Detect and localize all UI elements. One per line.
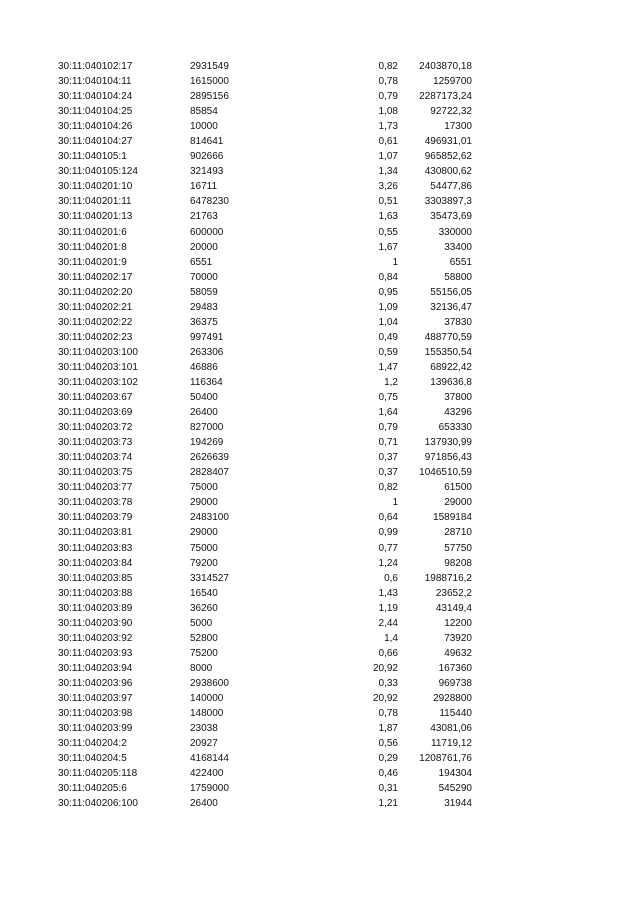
result-cell: 430800,62 xyxy=(424,166,472,178)
value-cell: 16540 xyxy=(190,587,218,599)
value-cell: 2483100 xyxy=(190,512,229,524)
result-cell: 1208761,76 xyxy=(419,753,472,765)
coefficient-cell: 0,61 xyxy=(378,136,398,148)
coefficient-cell: 0,49 xyxy=(378,331,398,343)
table-row xyxy=(0,420,640,435)
cadastral-number-cell: 30:11:040203:92 xyxy=(58,632,133,644)
cadastral-number-cell: 30:11:040203:100 xyxy=(58,346,138,358)
table-row xyxy=(0,315,640,330)
result-cell: 1988716,2 xyxy=(424,572,472,584)
table-row xyxy=(0,119,640,134)
value-cell: 75200 xyxy=(190,647,218,659)
cadastral-number-cell: 30:11:040203:93 xyxy=(58,647,133,659)
result-cell: 969738 xyxy=(438,677,472,689)
coefficient-cell: 1,64 xyxy=(378,407,398,419)
coefficient-cell: 0,64 xyxy=(378,512,398,524)
result-cell: 496931,01 xyxy=(424,136,472,148)
table-row xyxy=(0,164,640,179)
coefficient-cell: 1,07 xyxy=(378,151,398,163)
cadastral-number-cell: 30:11:040203:96 xyxy=(58,677,133,689)
result-cell: 1589184 xyxy=(433,512,472,524)
cadastral-number-cell: 30:11:040201:11 xyxy=(58,196,132,208)
result-cell: 2403870,18 xyxy=(419,61,472,72)
value-cell: 422400 xyxy=(190,768,224,780)
table-row xyxy=(0,104,640,119)
result-cell: 49632 xyxy=(444,647,472,659)
table-row xyxy=(0,556,640,571)
result-cell: 17300 xyxy=(444,121,472,133)
cadastral-number-cell: 30:11:040203:94 xyxy=(58,662,133,674)
coefficient-cell: 0,77 xyxy=(378,542,398,554)
coefficient-cell: 0,37 xyxy=(378,452,398,464)
value-cell: 26400 xyxy=(190,798,218,810)
value-cell: 2828407 xyxy=(190,467,229,479)
table-row xyxy=(0,571,640,586)
coefficient-cell: 0,6 xyxy=(384,572,398,584)
value-cell: 75000 xyxy=(190,542,218,554)
table-row xyxy=(0,450,640,465)
table-row xyxy=(0,495,640,510)
value-cell: 26400 xyxy=(190,407,218,419)
value-cell: 148000 xyxy=(190,708,224,720)
cadastral-number-cell: 30:11:040203:85 xyxy=(58,572,133,584)
value-cell: 29483 xyxy=(190,301,218,313)
table-row xyxy=(0,209,640,224)
coefficient-cell: 1,08 xyxy=(378,106,398,118)
result-cell: 28710 xyxy=(444,527,472,539)
value-cell: 70000 xyxy=(190,271,218,283)
table-row xyxy=(0,510,640,525)
value-cell: 827000 xyxy=(190,422,224,434)
table-row xyxy=(0,525,640,540)
result-cell: 55156,05 xyxy=(430,286,472,298)
value-cell: 2931549 xyxy=(190,61,229,72)
value-cell: 5000 xyxy=(190,617,213,629)
table-row xyxy=(0,179,640,194)
coefficient-cell: 0,66 xyxy=(378,647,398,659)
value-cell: 75000 xyxy=(190,482,218,494)
coefficient-cell: 0,31 xyxy=(378,783,398,795)
table-row xyxy=(0,375,640,390)
value-cell: 814641 xyxy=(190,136,224,148)
result-cell: 545290 xyxy=(438,783,472,795)
value-cell: 116364 xyxy=(190,376,223,388)
coefficient-cell: 0,33 xyxy=(378,677,398,689)
cadastral-number-cell: 30:11:040205:118 xyxy=(58,768,138,780)
coefficient-cell: 0,82 xyxy=(378,482,398,494)
table-row xyxy=(0,89,640,104)
cadastral-number-cell: 30:11:040104:27 xyxy=(58,136,133,148)
table-row xyxy=(0,796,640,811)
result-cell: 488770,59 xyxy=(424,331,472,343)
table-row xyxy=(0,616,640,631)
table-row xyxy=(0,435,640,450)
value-cell: 1759000 xyxy=(190,783,229,795)
table-row xyxy=(0,736,640,751)
value-cell: 1615000 xyxy=(190,76,229,88)
value-cell: 79200 xyxy=(190,557,218,569)
cadastral-number-cell: 30:11:040203:102 xyxy=(58,376,138,388)
coefficient-cell: 1,04 xyxy=(378,316,398,328)
value-cell: 321493 xyxy=(190,166,224,178)
coefficient-cell: 0,84 xyxy=(378,271,398,283)
value-cell: 6478230 xyxy=(190,196,229,208)
cadastral-number-cell: 30:11:040203:84 xyxy=(58,557,133,569)
cadastral-number-cell: 30:11:040203:79 xyxy=(58,512,133,524)
coefficient-cell: 0,56 xyxy=(378,738,398,750)
table-row xyxy=(0,751,640,766)
cadastral-number-cell: 30:11:040102:17 xyxy=(58,61,133,72)
table-row xyxy=(0,390,640,405)
table-row xyxy=(0,586,640,601)
result-cell: 653330 xyxy=(438,422,472,434)
value-cell: 20000 xyxy=(190,241,218,253)
result-cell: 23652,2 xyxy=(435,587,472,599)
table-row xyxy=(0,225,640,240)
cadastral-number-cell: 30:11:040201:9 xyxy=(58,256,127,268)
cadastral-number-cell: 30:11:040105:124 xyxy=(58,166,138,178)
result-cell: 1259700 xyxy=(433,76,472,88)
value-cell: 23038 xyxy=(190,723,218,735)
result-cell: 1046510,59 xyxy=(419,467,472,479)
coefficient-cell: 0,55 xyxy=(378,226,398,238)
table-row xyxy=(0,405,640,420)
table-row xyxy=(0,345,640,360)
table-row xyxy=(0,541,640,556)
value-cell: 997491 xyxy=(190,331,224,343)
result-cell: 58800 xyxy=(444,271,472,283)
table-row xyxy=(0,661,640,676)
coefficient-cell: 1,67 xyxy=(378,241,398,253)
table-row xyxy=(0,360,640,375)
spreadsheet-table xyxy=(0,59,640,811)
result-cell: 73920 xyxy=(444,632,472,644)
cadastral-number-cell: 30:11:040203:98 xyxy=(58,708,133,720)
cadastral-number-cell: 30:11:040202:23 xyxy=(58,331,133,343)
result-cell: 43149,4 xyxy=(435,602,472,614)
value-cell: 3314527 xyxy=(190,572,229,584)
table-row xyxy=(0,285,640,300)
value-cell: 4168144 xyxy=(190,753,229,765)
table-row xyxy=(0,781,640,796)
result-cell: 971856,43 xyxy=(424,452,472,464)
result-cell: 57750 xyxy=(444,542,472,554)
value-cell: 600000 xyxy=(190,226,224,238)
coefficient-cell: 20,92 xyxy=(372,692,398,704)
coefficient-cell: 0,79 xyxy=(378,422,398,434)
coefficient-cell: 1 xyxy=(392,497,398,509)
result-cell: 29000 xyxy=(444,497,472,509)
cadastral-number-cell: 30:11:040203:75 xyxy=(58,467,133,479)
result-cell: 330000 xyxy=(438,226,472,238)
value-cell: 52800 xyxy=(190,632,218,644)
coefficient-cell: 1,47 xyxy=(378,361,398,373)
cadastral-number-cell: 30:11:040203:69 xyxy=(58,407,133,419)
result-cell: 2287173,24 xyxy=(419,91,472,103)
coefficient-cell: 0,59 xyxy=(378,346,398,358)
value-cell: 36260 xyxy=(190,602,218,614)
result-cell: 32136,47 xyxy=(430,301,472,313)
result-cell: 37830 xyxy=(444,316,472,328)
table-row xyxy=(0,676,640,691)
table-row xyxy=(0,330,640,345)
value-cell: 2938600 xyxy=(190,677,229,689)
coefficient-cell: 1,09 xyxy=(378,301,398,313)
cadastral-number-cell: 30:11:040204:2 xyxy=(58,738,127,750)
value-cell: 6551 xyxy=(190,256,213,268)
coefficient-cell: 20,92 xyxy=(372,662,398,674)
cadastral-number-cell: 30:11:040203:73 xyxy=(58,437,133,449)
coefficient-cell: 0,46 xyxy=(378,768,398,780)
result-cell: 965852,62 xyxy=(424,151,472,163)
coefficient-cell: 0,51 xyxy=(378,196,398,208)
result-cell: 12200 xyxy=(444,617,472,629)
result-cell: 137930,99 xyxy=(424,437,472,449)
coefficient-cell: 1,2 xyxy=(384,376,398,388)
result-cell: 194304 xyxy=(438,768,472,780)
cadastral-number-cell: 30:11:040203:88 xyxy=(58,587,133,599)
coefficient-cell: 1,43 xyxy=(378,587,398,599)
value-cell: 21763 xyxy=(190,211,218,223)
table-row xyxy=(0,766,640,781)
coefficient-cell: 0,79 xyxy=(378,91,398,103)
value-cell: 2895156 xyxy=(190,91,229,103)
cadastral-number-cell: 30:11:040203:89 xyxy=(58,602,133,614)
result-cell: 115440 xyxy=(439,708,472,720)
coefficient-cell: 3,26 xyxy=(378,181,398,193)
coefficient-cell: 2,44 xyxy=(378,617,398,629)
result-cell: 139636,8 xyxy=(430,376,472,388)
table-row xyxy=(0,300,640,315)
value-cell: 46886 xyxy=(190,361,218,373)
table-row xyxy=(0,194,640,209)
coefficient-cell: 1,19 xyxy=(378,602,398,614)
cadastral-number-cell: 30:11:040201:10 xyxy=(58,181,133,193)
coefficient-cell: 1,63 xyxy=(378,211,398,223)
cadastral-number-cell: 30:11:040203:97 xyxy=(58,692,133,704)
result-cell: 37800 xyxy=(444,392,472,404)
coefficient-cell: 0,99 xyxy=(378,527,398,539)
table-row xyxy=(0,74,640,89)
value-cell: 29000 xyxy=(190,527,218,539)
cadastral-number-cell: 30:11:040203:77 xyxy=(58,482,133,494)
coefficient-cell: 1,4 xyxy=(384,632,398,644)
table-row xyxy=(0,631,640,646)
value-cell: 58059 xyxy=(190,286,218,298)
table-row xyxy=(0,149,640,164)
result-cell: 61500 xyxy=(444,482,472,494)
cadastral-number-cell: 30:11:040203:99 xyxy=(58,723,133,735)
value-cell: 16711 xyxy=(190,181,218,193)
cadastral-number-cell: 30:11:040201:13 xyxy=(58,211,133,223)
result-cell: 167360 xyxy=(438,662,472,674)
coefficient-cell: 1,34 xyxy=(378,166,398,178)
value-cell: 8000 xyxy=(190,662,213,674)
cadastral-number-cell: 30:11:040202:22 xyxy=(58,316,133,328)
cadastral-number-cell: 30:11:040203:90 xyxy=(58,617,133,629)
result-cell: 6551 xyxy=(449,256,472,268)
coefficient-cell: 0,37 xyxy=(378,467,398,479)
cadastral-number-cell: 30:11:040104:26 xyxy=(58,121,133,133)
table-row xyxy=(0,706,640,721)
cadastral-number-cell: 30:11:040203:101 xyxy=(58,361,138,373)
result-cell: 68922,42 xyxy=(430,361,472,373)
result-cell: 54477,86 xyxy=(430,181,472,193)
result-cell: 98208 xyxy=(444,557,472,569)
cadastral-number-cell: 30:11:040203:72 xyxy=(58,422,133,434)
value-cell: 29000 xyxy=(190,497,218,509)
coefficient-cell: 1,21 xyxy=(378,798,398,810)
coefficient-cell: 0,82 xyxy=(378,61,398,72)
cadastral-number-cell: 30:11:040104:24 xyxy=(58,91,133,103)
table-row xyxy=(0,255,640,270)
table-row xyxy=(0,270,640,285)
table-row xyxy=(0,59,640,74)
cadastral-number-cell: 30:11:040203:67 xyxy=(58,392,133,404)
cadastral-number-cell: 30:11:040104:25 xyxy=(58,106,133,118)
table-row xyxy=(0,134,640,149)
coefficient-cell: 0,78 xyxy=(378,708,398,720)
table-row xyxy=(0,465,640,480)
coefficient-cell: 0,75 xyxy=(378,392,398,404)
result-cell: 2928800 xyxy=(433,692,472,704)
value-cell: 140000 xyxy=(190,692,224,704)
coefficient-cell: 1 xyxy=(392,256,398,268)
cadastral-number-cell: 30:11:040202:17 xyxy=(58,271,133,283)
cadastral-number-cell: 30:11:040105:1 xyxy=(58,151,127,163)
cadastral-number-cell: 30:11:040201:6 xyxy=(58,226,127,238)
table-row xyxy=(0,601,640,616)
table-row xyxy=(0,691,640,706)
value-cell: 10000 xyxy=(190,121,218,133)
cadastral-number-cell: 30:11:040202:21 xyxy=(58,301,133,313)
result-cell: 3303897,3 xyxy=(424,196,472,208)
coefficient-cell: 0,29 xyxy=(378,753,398,765)
coefficient-cell: 1,87 xyxy=(378,723,398,735)
cadastral-number-cell: 30:11:040201:8 xyxy=(58,241,127,253)
result-cell: 43296 xyxy=(444,407,472,419)
table-row xyxy=(0,721,640,736)
cadastral-number-cell: 30:11:040203:81 xyxy=(58,527,133,539)
cadastral-number-cell: 30:11:040203:74 xyxy=(58,452,133,464)
value-cell: 194269 xyxy=(190,437,224,449)
coefficient-cell: 0,78 xyxy=(378,76,398,88)
cadastral-number-cell: 30:11:040204:5 xyxy=(58,753,127,765)
result-cell: 43081,06 xyxy=(430,723,472,735)
result-cell: 155350,54 xyxy=(424,346,472,358)
value-cell: 263306 xyxy=(190,346,224,358)
table-row xyxy=(0,480,640,495)
value-cell: 85854 xyxy=(190,106,218,118)
result-cell: 35473,69 xyxy=(430,211,472,223)
result-cell: 31944 xyxy=(444,798,472,810)
value-cell: 20927 xyxy=(190,738,218,750)
table-row xyxy=(0,646,640,661)
coefficient-cell: 0,71 xyxy=(378,437,398,449)
value-cell: 2626639 xyxy=(190,452,229,464)
result-cell: 92722,32 xyxy=(430,106,472,118)
value-cell: 902666 xyxy=(190,151,224,163)
coefficient-cell: 0,95 xyxy=(378,286,398,298)
result-cell: 11719,12 xyxy=(431,738,472,750)
cadastral-number-cell: 30:11:040104:11 xyxy=(58,76,132,88)
value-cell: 36375 xyxy=(190,316,218,328)
cadastral-number-cell: 30:11:040205:6 xyxy=(58,783,127,795)
coefficient-cell: 1,73 xyxy=(378,121,398,133)
coefficient-cell: 1,24 xyxy=(378,557,398,569)
cadastral-number-cell: 30:11:040206:100 xyxy=(58,798,138,810)
result-cell: 33400 xyxy=(444,241,472,253)
table-row xyxy=(0,240,640,255)
cadastral-number-cell: 30:11:040203:83 xyxy=(58,542,133,554)
cadastral-number-cell: 30:11:040202:20 xyxy=(58,286,133,298)
cadastral-number-cell: 30:11:040203:78 xyxy=(58,497,133,509)
value-cell: 50400 xyxy=(190,392,218,404)
